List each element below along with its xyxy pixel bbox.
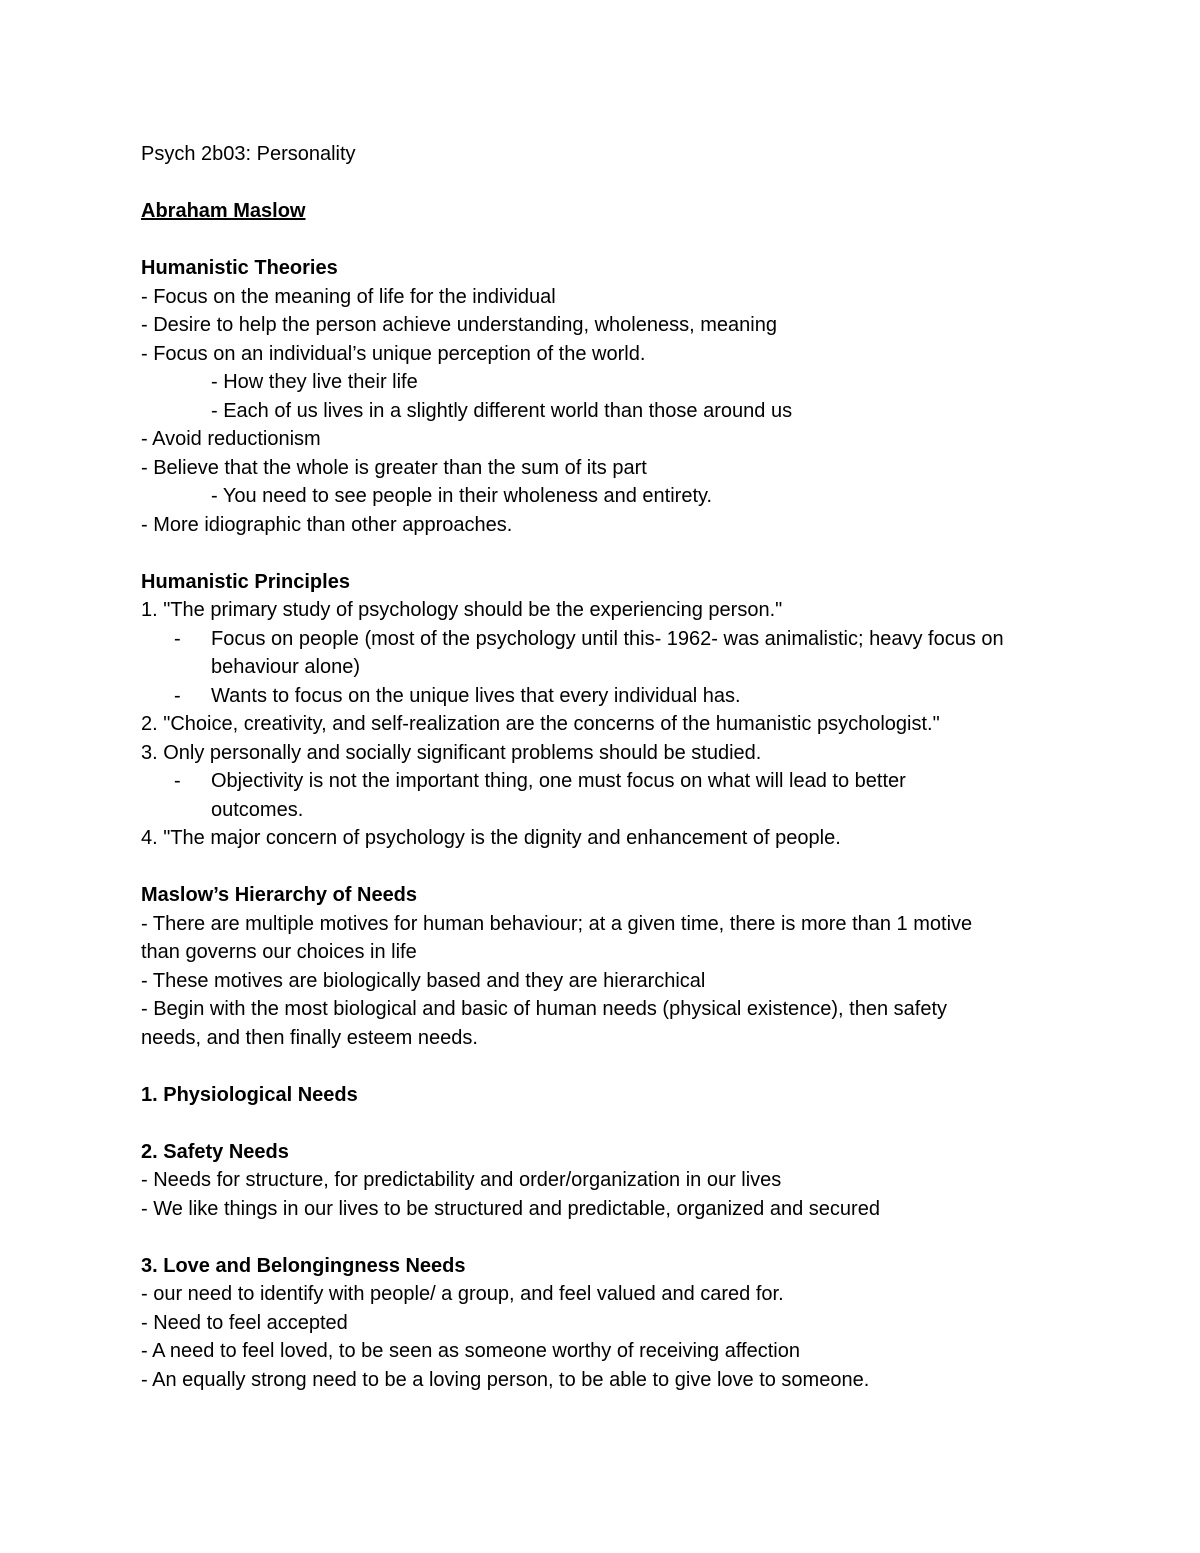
theory-line: - Avoid reductionism: [141, 428, 321, 450]
heading-hierarchy-of-needs: Maslow’s Hierarchy of Needs: [141, 884, 418, 906]
theory-subline: - Each of us lives in a slightly different world than those around us: [211, 399, 793, 422]
theory-subline: - You need to see people in their wholeness and entirety.: [211, 485, 713, 507]
bullet-dash: -: [174, 770, 181, 792]
spacer: [141, 1223, 1050, 1252]
spacer: [141, 1052, 1050, 1081]
hierarchy-line: than governs our choices in life: [141, 941, 417, 963]
bullet-dash: -: [174, 627, 181, 650]
theory-subline: - How they live their life: [211, 371, 418, 393]
spacer: [141, 1109, 1050, 1138]
heading-love-belongingness-needs: 3. Love and Belongingness Needs: [141, 1254, 466, 1277]
principle-item: 4. "The major concern of psychology is the dignity and enhancement of people.: [141, 827, 841, 849]
safety-line: - Needs for structure, for predictability and order/organization in our lives: [141, 1169, 782, 1191]
love-line: - our need to identify with people/ a group, and feel valued and cared for.: [141, 1283, 784, 1305]
theory-line: - More idiographic than other approaches.: [141, 513, 513, 536]
principle-item: 1. "The primary study of psychology should be the experiencing person.": [141, 599, 783, 621]
spacer: [141, 539, 1050, 568]
principle-subitem-text: Focus on people (most of the psychology until this- 1962- was animalistic; heavy focus on behaviour alone): [211, 627, 1004, 678]
spacer: [141, 226, 1050, 255]
love-line: - An equally strong need to be a loving person, to be able to give love to someone.: [141, 1368, 870, 1391]
safety-line: - We like things in our lives to be structured and predictable, organized and secured: [141, 1197, 880, 1220]
heading-safety-needs: 2. Safety Needs: [141, 1140, 289, 1163]
hierarchy-line: - There are multiple motives for human behaviour; at a given time, there is more than 1 motive: [141, 912, 973, 935]
theory-line: - Focus on an individual’s unique perception of the world.: [141, 342, 646, 365]
principle-subitem-text: Wants to focus on the unique lives that every individual has.: [211, 684, 741, 707]
section-heading-maslow: Abraham Maslow: [141, 200, 306, 222]
theory-line: - Believe that the whole is greater than the sum of its part: [141, 456, 647, 479]
hierarchy-line: - These motives are biologically based and they are hierarchical: [141, 969, 706, 992]
heading-humanistic-principles: Humanistic Principles: [141, 570, 350, 593]
principle-item: 3. Only personally and socially significant problems should be studied.: [141, 741, 762, 764]
love-line: - Need to feel accepted: [141, 1311, 348, 1334]
principle-subitem: [141, 625, 1050, 682]
bullet-dash: -: [174, 684, 181, 707]
principle-subitem-text: Objectivity is not the important thing, one must focus on what will lead to better outcomes.: [211, 770, 906, 821]
love-line: - A need to feel loved, to be seen as someone worthy of receiving affection: [141, 1340, 800, 1362]
spacer: [141, 853, 1050, 882]
document-title: Psych 2b03: Personality: [141, 143, 356, 165]
spacer: [141, 169, 1050, 198]
heading-humanistic-theories: Humanistic Theories: [141, 257, 338, 279]
principle-subitem: [141, 767, 1050, 824]
hierarchy-line: needs, and then finally esteem needs.: [141, 1026, 478, 1049]
heading-physiological-needs: 1. Physiological Needs: [141, 1083, 358, 1106]
theory-line: - Desire to help the person achieve understanding, wholeness, meaning: [141, 314, 777, 336]
principle-subitem: [141, 682, 1050, 711]
hierarchy-line: - Begin with the most biological and basic of human needs (physical existence), then safety: [141, 998, 947, 1020]
theory-line: - Focus on the meaning of life for the individual: [141, 285, 556, 308]
principle-item: 2. "Choice, creativity, and self-realization are the concerns of the humanistic psychologist.": [141, 713, 940, 735]
